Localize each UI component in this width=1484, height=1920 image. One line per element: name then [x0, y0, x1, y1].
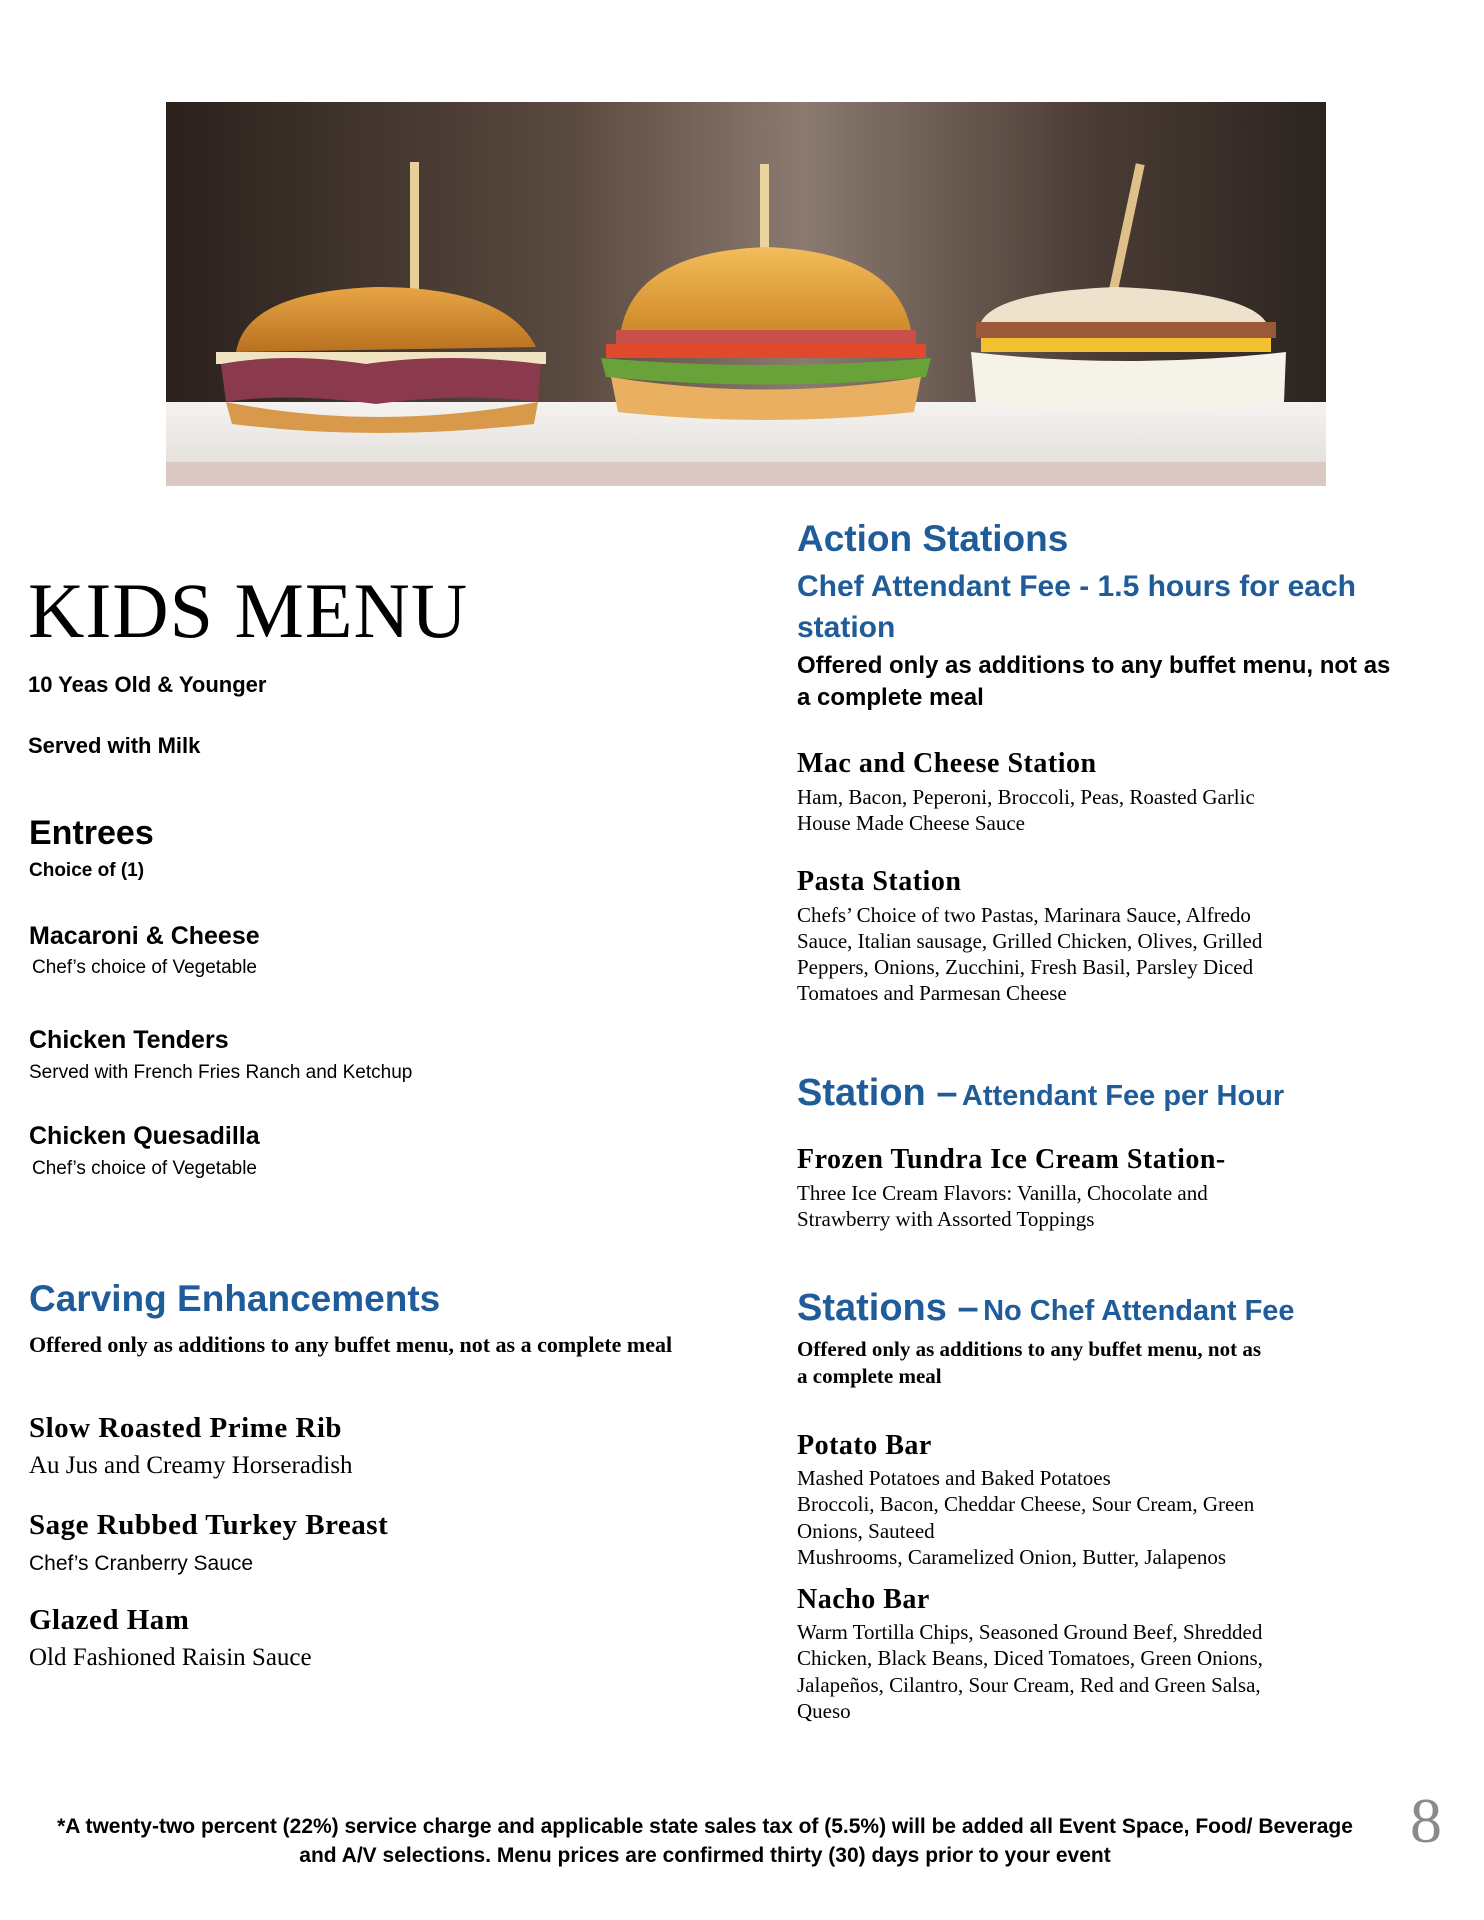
footer-line: and A/V selections. Menu prices are confirmed thirty (30) days prior to your event [299, 1844, 1111, 1867]
station-item-desc: Onions, Sauteed [797, 1519, 935, 1543]
station-item-desc: Tomatoes and Parmesan Cheese [797, 981, 1067, 1005]
stations-nofee-note: Offered only as additions to any buffet menu, not as [797, 1337, 1261, 1361]
station-item-desc: Broccoli, Bacon, Cheddar Cheese, Sour Cream, Green [797, 1492, 1255, 1516]
station-item-desc: Jalapeños, Cilantro, Sour Cream, Red and Green Salsa, [797, 1673, 1261, 1697]
entrees-heading: Entrees [29, 814, 154, 852]
choice-note: Choice of (1) [29, 860, 145, 881]
carving-item-name: Sage Rubbed Turkey Breast [29, 1509, 389, 1541]
action-stations-heading: Action Stations [797, 518, 1069, 559]
station-item-name: Frozen Tundra Ice Cream Station- [797, 1144, 1226, 1175]
station-hour-sub: Attendant Fee per Hour [961, 1080, 1285, 1112]
station-item-desc: Sauce, Italian sausage, Grilled Chicken, Olives, Grilled [797, 929, 1263, 953]
hero-image [166, 102, 1326, 486]
age-note: 10 Yeas Old & Younger [28, 672, 267, 697]
stations-nofee-note: a complete meal [797, 1364, 942, 1388]
station-item-desc: Queso [797, 1699, 851, 1723]
station-item-desc: Mashed Potatoes and Baked Potatoes [797, 1466, 1111, 1490]
station-item-desc: Peppers, Onions, Zucchini, Fresh Basil, Parsley Diced [797, 955, 1254, 979]
station-item-name: Mac and Cheese Station [797, 748, 1097, 779]
carving-item-name: Slow Roasted Prime Rib [29, 1412, 343, 1444]
station-item-name: Pasta Station [797, 866, 962, 897]
station-item-desc: Chicken, Black Beans, Diced Tomatoes, Green Onions, [797, 1646, 1263, 1670]
carving-item-desc: Old Fashioned Raisin Sauce [29, 1644, 312, 1671]
footer-disclaimer [30, 1812, 1380, 1870]
station-hour-heading [797, 1072, 1284, 1115]
kids-item-name: Macaroni & Cheese [29, 922, 260, 950]
station-item-desc: House Made Cheese Sauce [797, 811, 1026, 835]
station-item-desc: Chefs’ Choice of two Pastas, Marinara Sauce, Alfredo [797, 903, 1251, 927]
station-item-desc: Warm Tortilla Chips, Seasoned Ground Beef, Shredded [797, 1620, 1263, 1644]
kids-menu-title: KIDS MENU [28, 567, 469, 654]
station-item-desc: Strawberry with Assorted Toppings [797, 1207, 1095, 1231]
kids-item-desc: Served with French Fries Ranch and Ketchup [29, 1062, 413, 1083]
kids-item-desc: Chef’s choice of Vegetable [32, 1158, 257, 1179]
carving-item-desc: Chef’s Cranberry Sauce [29, 1552, 254, 1575]
station-item-name: Nacho Bar [797, 1584, 930, 1615]
kids-item-name: Chicken Tenders [29, 1026, 229, 1054]
kids-item-name: Chicken Quesadilla [29, 1122, 260, 1150]
station-item-name: Potato Bar [797, 1430, 932, 1461]
stations-nofee-heading [797, 1287, 1295, 1330]
station-hour-title: Station – [797, 1072, 958, 1114]
served-note: Served with Milk [28, 733, 201, 758]
station-item-desc: Mushrooms, Caramelized Onion, Butter, Jalapenos [797, 1545, 1226, 1569]
action-note: Offered only as additions to any buffet menu, not as [797, 652, 1391, 679]
page-number: 8 [1410, 1785, 1442, 1856]
action-fee-line: Chef Attendant Fee - 1.5 hours for each [797, 570, 1356, 603]
action-fee-line: station [797, 611, 896, 644]
carving-item-desc: Au Jus and Creamy Horseradish [29, 1452, 353, 1479]
carving-note: Offered only as additions to any buffet menu, not as a complete meal [29, 1332, 673, 1357]
stations-nofee-title: Stations – [797, 1287, 979, 1329]
station-item-desc: Three Ice Cream Flavors: Vanilla, Chocolate and [797, 1181, 1208, 1205]
carving-item-name: Glazed Ham [29, 1604, 190, 1636]
station-item-desc: Ham, Bacon, Peperoni, Broccoli, Peas, Roasted Garlic [797, 785, 1255, 809]
action-note: a complete meal [797, 684, 984, 711]
carving-heading: Carving Enhancements [29, 1278, 441, 1319]
kids-item-desc: Chef’s choice of Vegetable [32, 957, 257, 978]
stations-nofee-sub: No Chef Attendant Fee [983, 1295, 1295, 1327]
footer-line: *A twenty-two percent (22%) service charge and applicable state sales tax of (5.5%) will be added all Event Space, Food/ Beverage [57, 1815, 1353, 1838]
